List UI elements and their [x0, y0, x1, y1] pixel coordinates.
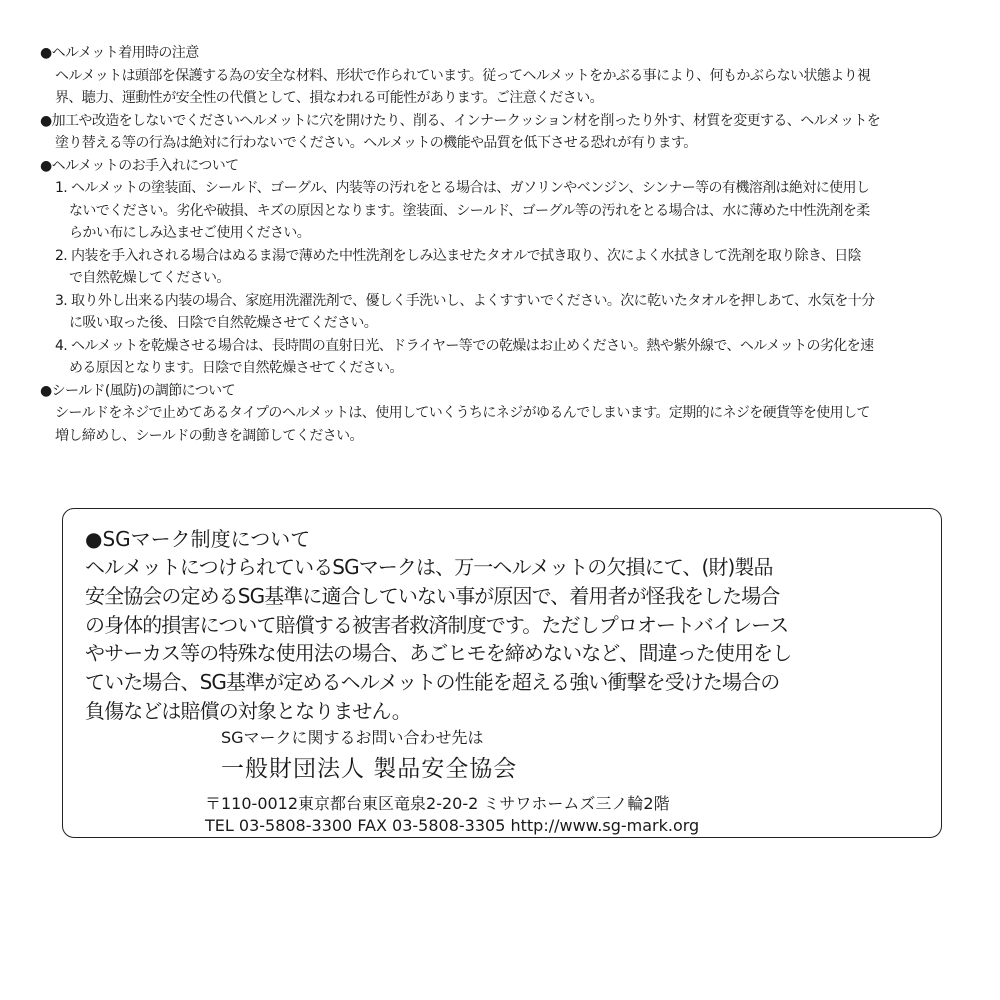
note-line: に吸い取った後、日陰で自然乾燥させてください。	[69, 315, 378, 331]
sg-body-line: 負傷などは賠償の対象となりません。	[85, 698, 411, 723]
note-line: 界、聴力、運動性が安全性の代償として、損なわれる可能性があります。ご注意ください。	[55, 90, 603, 106]
note-line: ないでください。劣化や破損、キズの原因となります。塗装面、シールド、ゴーグル等の汚れをとる場合は、水に薄めた中性洗剤を柔	[69, 202, 870, 219]
sg-organization-name: 一般財団法人 製品安全協会	[221, 756, 518, 782]
note-line: 塗り替える等の行為は絶対に行わないでください。ヘルメットの機能や品質を低下させる恐れが有ります。	[55, 135, 697, 151]
note-line: ヘルメットは頭部を保護する為の安全な材料、形状で作られています。従ってヘルメットをかぶる事により、何もかぶらない状態より視	[55, 67, 871, 84]
sg-body-line: ていた場合、SG基準が定めるヘルメットの性能を超える強い衝撃を受けた場合の	[85, 670, 780, 695]
note-line: 2. 内装を手入れされる場合はぬるま湯で薄めた中性洗剤をしみ込ませたタオルで拭き取り、次によく水拭きして洗剤を取り除き、日陰	[55, 247, 862, 264]
note-line: シールドをネジで止めてあるタイプのヘルメットは、使用していくうちにネジがゆるんでしまいます。定期的にネジを硬貨等を使用して	[55, 405, 870, 421]
sg-body-line: の身体的損害について賠償する被害者救済制度です。ただしプロオートバイレース	[85, 612, 789, 637]
sg-address: 〒110-0012東京都台東区竜泉2-20-2 ミサワホームズ三ノ輪2階	[205, 794, 670, 813]
sg-contact-line: TEL 03-5808-3300 FAX 03-5808-3305 http://www.sg-mark.org	[205, 816, 700, 835]
sg-body-line: 安全協会の定めるSG基準に適合していない事が原因で、着用者が怪我をした場合	[85, 583, 780, 608]
helmet-care-notes	[40, 42, 975, 447]
note-line: で自然乾燥してください。	[69, 270, 230, 286]
section-heading: ●シールド(風防)の調節について	[40, 382, 235, 399]
sg-mark-info-box	[62, 508, 942, 838]
section-heading: ●ヘルメットのお手入れについて	[40, 157, 239, 174]
note-line: らかい布にしみ込ませご使用ください。	[69, 225, 311, 241]
section-heading: ●ヘルメット着用時の注意	[40, 45, 199, 61]
sg-section-title: ●SGマーク制度について	[85, 527, 311, 551]
note-line: 3. 取り外し出来る内装の場合、家庭用洗濯洗剤で、優しく手洗いし、よくすすいでください。次に乾いたタオルを押しあて、水気を十分	[55, 292, 875, 309]
sg-section-body	[85, 553, 925, 726]
note-line: 1. ヘルメットの塗装面、シールド、ゴーグル、内装等の汚れをとる場合は、ガソリンやベンジン、シンナー等の有機溶剤は絶対に使用し	[55, 180, 870, 196]
sg-body-line: やサーカス等の特殊な使用法の場合、あごヒモを締めないなど、間違った使用をし	[85, 641, 792, 666]
sg-contact-label: SGマークに関するお問い合わせ先は	[221, 728, 484, 747]
sg-body-line: ヘルメットにつけられているSGマークは、万一ヘルメットの欠損にて、(財)製品	[85, 555, 773, 579]
note-line: 増し締めし、シールドの動きを調節してください。	[55, 427, 363, 444]
note-line: 4. ヘルメットを乾燥させる場合は、長時間の直射日光、ドライヤー等での乾燥はお止めください。熱や紫外線で、ヘルメットの劣化を速	[55, 337, 874, 354]
section-heading: ●加工や改造をしないでくださいヘルメットに穴を開けたり、削る、インナークッション材を削ったり外す、材質を変更する、ヘルメットを	[40, 112, 881, 129]
note-line: める原因となります。日陰で自然乾燥させてください。	[69, 360, 403, 376]
